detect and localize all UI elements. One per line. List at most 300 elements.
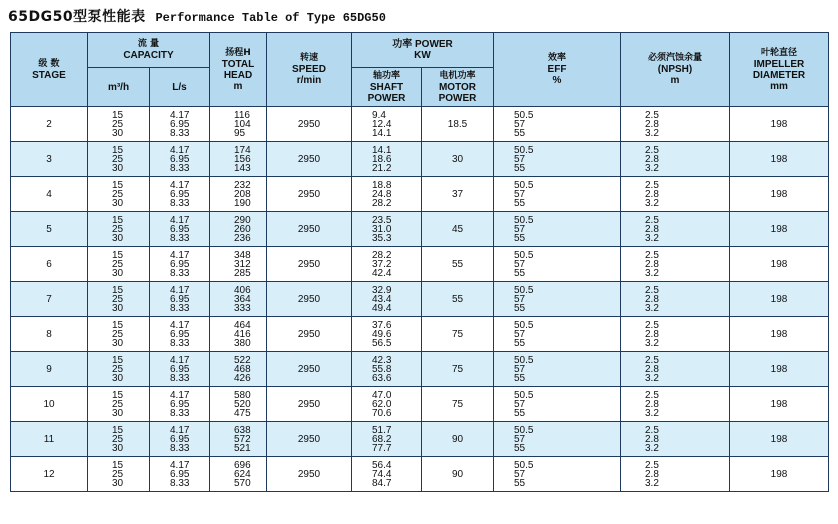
- cell-npsh-value: 2.5: [645, 249, 659, 261]
- cell-eff-value: 57: [514, 153, 526, 165]
- cell-head-value: 348: [234, 249, 251, 261]
- cell-head-value: 156: [234, 153, 251, 165]
- cell-capacity-ls-value: 6.95: [170, 433, 190, 445]
- cell-eff: [494, 107, 621, 142]
- cell-stage: 2: [11, 107, 88, 142]
- cell-capacity-ls-value: 6.95: [170, 118, 190, 130]
- cell-npsh-value: 2.8: [645, 363, 659, 375]
- cell-npsh: [621, 212, 730, 247]
- cell-eff-value: 50.5: [514, 284, 534, 296]
- cell-stage: 8: [11, 317, 88, 352]
- cell-eff-value: 55: [514, 162, 526, 174]
- cell-eff: [494, 457, 621, 492]
- cell-capacity-m3h: [88, 107, 150, 142]
- cell-capacity-ls-value: 8.33: [170, 372, 190, 384]
- cell-capacity-ls: [150, 317, 210, 352]
- cell-head: [210, 177, 267, 212]
- cell-head-value: 475: [234, 407, 251, 419]
- cell-eff-value: 55: [514, 407, 526, 419]
- cell-shaft-power: [352, 317, 422, 352]
- cell-capacity-ls-value: 4.17: [170, 459, 190, 471]
- table-row: [11, 317, 829, 352]
- cell-capacity-ls-value: 4.17: [170, 319, 190, 331]
- cell-capacity-m3h-value: 25: [112, 433, 124, 445]
- cell-npsh: [621, 422, 730, 457]
- cell-head-value: 696: [234, 459, 251, 471]
- cell-stage: 5: [11, 212, 88, 247]
- cell-capacity-ls-value: 6.95: [170, 223, 190, 235]
- cell-head: [210, 457, 267, 492]
- cell-npsh-value: 3.2: [645, 337, 659, 349]
- cell-capacity-ls: [150, 247, 210, 282]
- cell-capacity-m3h-value: 30: [112, 337, 124, 349]
- cell-capacity-m3h-value: 15: [112, 459, 124, 471]
- cell-impeller: 198: [730, 422, 829, 457]
- cell-head: [210, 422, 267, 457]
- cell-capacity-m3h-value: 30: [112, 407, 124, 419]
- header-motor-power: 电机功率 MOTOR POWER: [422, 68, 494, 107]
- cell-npsh-value: 3.2: [645, 372, 659, 384]
- cell-head-value: 290: [234, 214, 251, 226]
- cell-capacity-m3h: [88, 317, 150, 352]
- cell-stage: 7: [11, 282, 88, 317]
- cell-shaft-power: [352, 177, 422, 212]
- cell-impeller: 198: [730, 247, 829, 282]
- cell-capacity-ls-value: 4.17: [170, 214, 190, 226]
- cell-head: [210, 352, 267, 387]
- cell-motor-power: 90: [422, 457, 494, 492]
- cell-capacity-m3h-value: 15: [112, 109, 124, 121]
- cell-shaft-power-value: 28.2: [372, 249, 392, 261]
- cell-capacity-ls: [150, 457, 210, 492]
- cell-motor-power: 55: [422, 247, 494, 282]
- cell-eff: [494, 317, 621, 352]
- cell-capacity-m3h-value: 25: [112, 258, 124, 270]
- cell-head: [210, 317, 267, 352]
- header-impeller: 叶轮直径 IMPELLER DIAMETER mm: [730, 33, 829, 107]
- cell-head-value: 426: [234, 372, 251, 384]
- cell-speed: 2950: [267, 317, 352, 352]
- cell-capacity-ls-value: 8.33: [170, 162, 190, 174]
- cell-capacity-m3h: [88, 142, 150, 177]
- cell-capacity-ls-value: 4.17: [170, 179, 190, 191]
- cell-impeller: 198: [730, 142, 829, 177]
- cell-eff-value: 55: [514, 232, 526, 244]
- cell-stage: 10: [11, 387, 88, 422]
- cell-capacity-m3h-value: 15: [112, 319, 124, 331]
- cell-capacity-ls-value: 6.95: [170, 468, 190, 480]
- table-header: [11, 33, 829, 107]
- cell-capacity-ls-value: 8.33: [170, 302, 190, 314]
- performance-table-container: [10, 32, 829, 492]
- cell-head-value: 570: [234, 477, 251, 489]
- cell-shaft-power-value: 24.8: [372, 188, 392, 200]
- cell-capacity-m3h: [88, 352, 150, 387]
- table-row: [11, 107, 829, 142]
- cell-speed: 2950: [267, 387, 352, 422]
- cell-motor-power: 37: [422, 177, 494, 212]
- cell-head-value: 464: [234, 319, 251, 331]
- cell-shaft-power-value: 63.6: [372, 372, 392, 384]
- cell-shaft-power-value: 32.9: [372, 284, 392, 296]
- cell-impeller: 198: [730, 282, 829, 317]
- cell-eff-value: 55: [514, 302, 526, 314]
- cell-head-value: 232: [234, 179, 251, 191]
- cell-speed: 2950: [267, 142, 352, 177]
- cell-shaft-power-value: 12.4: [372, 118, 392, 130]
- cell-eff-value: 57: [514, 258, 526, 270]
- table-row: [11, 387, 829, 422]
- cell-capacity-ls-value: 6.95: [170, 188, 190, 200]
- cell-eff: [494, 352, 621, 387]
- cell-npsh: [621, 107, 730, 142]
- cell-capacity-ls: [150, 422, 210, 457]
- cell-npsh: [621, 247, 730, 282]
- cell-speed: 2950: [267, 422, 352, 457]
- cell-capacity-m3h-value: 30: [112, 232, 124, 244]
- cell-motor-power: 75: [422, 387, 494, 422]
- cell-npsh-value: 2.8: [645, 118, 659, 130]
- cell-npsh-value: 2.8: [645, 398, 659, 410]
- cell-npsh-value: 3.2: [645, 302, 659, 314]
- cell-capacity-ls-value: 8.33: [170, 337, 190, 349]
- cell-eff: [494, 247, 621, 282]
- cell-head: [210, 387, 267, 422]
- cell-shaft-power-value: 35.3: [372, 232, 392, 244]
- cell-eff-value: 57: [514, 433, 526, 445]
- cell-eff: [494, 282, 621, 317]
- cell-capacity-m3h: [88, 422, 150, 457]
- cell-shaft-power-value: 31.0: [372, 223, 392, 235]
- cell-npsh-value: 2.5: [645, 109, 659, 121]
- cell-head-value: 333: [234, 302, 251, 314]
- header-capacity-m3h: m³/h: [88, 68, 150, 107]
- table-row: [11, 177, 829, 212]
- cell-npsh: [621, 457, 730, 492]
- cell-capacity-m3h-value: 30: [112, 127, 124, 139]
- cell-capacity-ls: [150, 282, 210, 317]
- table-row: [11, 352, 829, 387]
- cell-head-value: 380: [234, 337, 251, 349]
- cell-speed: 2950: [267, 282, 352, 317]
- cell-motor-power: 55: [422, 282, 494, 317]
- cell-eff-value: 50.5: [514, 109, 534, 121]
- cell-shaft-power: [352, 387, 422, 422]
- cell-eff-value: 50.5: [514, 179, 534, 191]
- cell-capacity-m3h-value: 15: [112, 284, 124, 296]
- cell-npsh-value: 2.5: [645, 354, 659, 366]
- cell-capacity-ls-value: 8.33: [170, 442, 190, 454]
- cell-shaft-power-value: 62.0: [372, 398, 392, 410]
- cell-shaft-power-value: 37.6: [372, 319, 392, 331]
- cell-eff: [494, 177, 621, 212]
- cell-shaft-power-value: 47.0: [372, 389, 392, 401]
- cell-head-value: 580: [234, 389, 251, 401]
- cell-head-value: 520: [234, 398, 251, 410]
- cell-motor-power: 30: [422, 142, 494, 177]
- cell-head-value: 468: [234, 363, 251, 375]
- cell-eff: [494, 422, 621, 457]
- header-eff: 效率 EFF %: [494, 33, 621, 107]
- cell-head-value: 190: [234, 197, 251, 209]
- cell-capacity-m3h-value: 30: [112, 477, 124, 489]
- cell-capacity-m3h-value: 15: [112, 424, 124, 436]
- cell-shaft-power-value: 21.2: [372, 162, 392, 174]
- cell-eff-value: 55: [514, 442, 526, 454]
- cell-npsh-value: 3.2: [645, 442, 659, 454]
- cell-eff: [494, 142, 621, 177]
- cell-speed: 2950: [267, 457, 352, 492]
- cell-capacity-m3h-value: 30: [112, 372, 124, 384]
- cell-capacity-ls: [150, 142, 210, 177]
- cell-capacity-m3h-value: 15: [112, 354, 124, 366]
- cell-capacity-ls-value: 6.95: [170, 293, 190, 305]
- cell-speed: 2950: [267, 352, 352, 387]
- cell-capacity-m3h-value: 15: [112, 179, 124, 191]
- cell-speed: 2950: [267, 107, 352, 142]
- table-row: [11, 142, 829, 177]
- cell-impeller: 198: [730, 387, 829, 422]
- cell-capacity-m3h-value: 30: [112, 442, 124, 454]
- cell-capacity-ls-value: 6.95: [170, 258, 190, 270]
- cell-npsh-value: 2.5: [645, 214, 659, 226]
- cell-eff-value: 57: [514, 363, 526, 375]
- cell-eff: [494, 387, 621, 422]
- cell-eff-value: 50.5: [514, 459, 534, 471]
- cell-capacity-m3h-value: 25: [112, 328, 124, 340]
- cell-npsh-value: 3.2: [645, 267, 659, 279]
- cell-npsh-value: 3.2: [645, 162, 659, 174]
- cell-eff-value: 55: [514, 372, 526, 384]
- table-row: [11, 282, 829, 317]
- cell-npsh-value: 2.5: [645, 179, 659, 191]
- cell-shaft-power-value: 18.6: [372, 153, 392, 165]
- cell-npsh-value: 3.2: [645, 477, 659, 489]
- cell-npsh-value: 2.8: [645, 468, 659, 480]
- header-npsh: 必须汽蚀余量 (NPSH) m: [621, 33, 730, 107]
- cell-head-value: 143: [234, 162, 251, 174]
- cell-shaft-power: [352, 422, 422, 457]
- cell-capacity-m3h: [88, 212, 150, 247]
- table-row: [11, 457, 829, 492]
- cell-npsh: [621, 177, 730, 212]
- cell-motor-power: 75: [422, 317, 494, 352]
- cell-capacity-ls-value: 4.17: [170, 144, 190, 156]
- header-stage: 级 数 STAGE: [11, 33, 88, 107]
- cell-eff-value: 57: [514, 293, 526, 305]
- cell-capacity-m3h: [88, 457, 150, 492]
- header-shaft-power: 轴功率 SHAFT POWER: [352, 68, 422, 107]
- cell-capacity-m3h-value: 25: [112, 293, 124, 305]
- cell-eff-value: 50.5: [514, 354, 534, 366]
- cell-npsh-value: 3.2: [645, 232, 659, 244]
- cell-head-value: 260: [234, 223, 251, 235]
- cell-capacity-m3h-value: 30: [112, 267, 124, 279]
- cell-shaft-power: [352, 247, 422, 282]
- cell-eff-value: 57: [514, 223, 526, 235]
- cell-motor-power: 45: [422, 212, 494, 247]
- cell-eff-value: 57: [514, 188, 526, 200]
- cell-capacity-m3h: [88, 177, 150, 212]
- cell-motor-power: 75: [422, 352, 494, 387]
- cell-head: [210, 107, 267, 142]
- cell-shaft-power-value: 77.7: [372, 442, 392, 454]
- cell-speed: 2950: [267, 177, 352, 212]
- header-head: 扬程H TOTAL HEAD m: [210, 33, 267, 107]
- table-row: [11, 212, 829, 247]
- cell-shaft-power: [352, 457, 422, 492]
- cell-head-value: 95: [234, 127, 246, 139]
- cell-stage: 11: [11, 422, 88, 457]
- cell-npsh-value: 3.2: [645, 127, 659, 139]
- cell-capacity-ls-value: 4.17: [170, 424, 190, 436]
- cell-capacity-m3h-value: 30: [112, 197, 124, 209]
- cell-capacity-ls-value: 4.17: [170, 249, 190, 261]
- cell-motor-power: 90: [422, 422, 494, 457]
- cell-shaft-power-value: 68.2: [372, 433, 392, 445]
- cell-capacity-ls-value: 6.95: [170, 153, 190, 165]
- cell-head-value: 208: [234, 188, 251, 200]
- cell-npsh-value: 2.5: [645, 319, 659, 331]
- cell-stage: 4: [11, 177, 88, 212]
- cell-capacity-ls-value: 8.33: [170, 197, 190, 209]
- cell-stage: 9: [11, 352, 88, 387]
- cell-capacity-ls: [150, 177, 210, 212]
- cell-shaft-power-value: 9.4: [372, 109, 386, 121]
- cell-shaft-power-value: 84.7: [372, 477, 392, 489]
- performance-table: [10, 32, 829, 492]
- cell-eff-value: 50.5: [514, 144, 534, 156]
- cell-capacity-ls-value: 4.17: [170, 284, 190, 296]
- cell-capacity-ls-value: 8.33: [170, 407, 190, 419]
- cell-shaft-power-value: 37.2: [372, 258, 392, 270]
- cell-head: [210, 142, 267, 177]
- cell-eff-value: 55: [514, 127, 526, 139]
- cell-eff-value: 57: [514, 398, 526, 410]
- cell-speed: 2950: [267, 212, 352, 247]
- cell-shaft-power: [352, 352, 422, 387]
- cell-capacity-m3h-value: 25: [112, 363, 124, 375]
- cell-capacity-ls-value: 8.33: [170, 267, 190, 279]
- cell-npsh: [621, 142, 730, 177]
- cell-eff-value: 55: [514, 477, 526, 489]
- cell-impeller: 198: [730, 317, 829, 352]
- cell-npsh-value: 2.5: [645, 424, 659, 436]
- cell-capacity-ls-value: 6.95: [170, 363, 190, 375]
- cell-eff-value: 55: [514, 197, 526, 209]
- cell-capacity-ls: [150, 387, 210, 422]
- cell-capacity-m3h: [88, 387, 150, 422]
- cell-eff: [494, 212, 621, 247]
- cell-npsh-value: 2.8: [645, 258, 659, 270]
- cell-capacity-ls-value: 8.33: [170, 477, 190, 489]
- cell-npsh-value: 2.5: [645, 389, 659, 401]
- cell-shaft-power-value: 23.5: [372, 214, 392, 226]
- cell-impeller: 198: [730, 457, 829, 492]
- cell-shaft-power-value: 56.5: [372, 337, 392, 349]
- cell-capacity-m3h: [88, 247, 150, 282]
- title-en: Performance Table of Type 65DG50: [155, 11, 386, 25]
- cell-head-value: 624: [234, 468, 251, 480]
- cell-impeller: 198: [730, 177, 829, 212]
- cell-capacity-m3h-value: 25: [112, 223, 124, 235]
- cell-head-value: 406: [234, 284, 251, 296]
- cell-eff-value: 57: [514, 118, 526, 130]
- cell-eff-value: 50.5: [514, 214, 534, 226]
- cell-npsh-value: 2.5: [645, 144, 659, 156]
- cell-shaft-power-value: 14.1: [372, 144, 392, 156]
- cell-head: [210, 212, 267, 247]
- cell-stage: 6: [11, 247, 88, 282]
- title-cn: 65DG50型泵性能表: [8, 9, 146, 25]
- cell-capacity-ls-value: 4.17: [170, 109, 190, 121]
- cell-impeller: 198: [730, 352, 829, 387]
- header-power: 功率 POWER KW: [352, 33, 494, 68]
- cell-shaft-power-value: 51.7: [372, 424, 392, 436]
- cell-eff-value: 55: [514, 337, 526, 349]
- cell-capacity-m3h-value: 15: [112, 389, 124, 401]
- cell-capacity-m3h-value: 30: [112, 162, 124, 174]
- cell-capacity-ls-value: 8.33: [170, 232, 190, 244]
- cell-eff-value: 50.5: [514, 319, 534, 331]
- cell-head-value: 364: [234, 293, 251, 305]
- cell-npsh-value: 2.8: [645, 328, 659, 340]
- cell-capacity-m3h-value: 25: [112, 153, 124, 165]
- cell-motor-power: 18.5: [422, 107, 494, 142]
- cell-shaft-power-value: 49.4: [372, 302, 392, 314]
- cell-head-value: 572: [234, 433, 251, 445]
- cell-capacity-m3h-value: 25: [112, 398, 124, 410]
- cell-capacity-m3h-value: 15: [112, 249, 124, 261]
- cell-head: [210, 247, 267, 282]
- cell-shaft-power-value: 56.4: [372, 459, 392, 471]
- cell-npsh-value: 3.2: [645, 197, 659, 209]
- cell-shaft-power-value: 55.8: [372, 363, 392, 375]
- cell-npsh-value: 2.8: [645, 223, 659, 235]
- cell-head-value: 285: [234, 267, 251, 279]
- cell-head-value: 416: [234, 328, 251, 340]
- cell-capacity-m3h-value: 30: [112, 302, 124, 314]
- cell-shaft-power: [352, 107, 422, 142]
- cell-head-value: 522: [234, 354, 251, 366]
- cell-eff-value: 50.5: [514, 424, 534, 436]
- cell-npsh-value: 2.8: [645, 293, 659, 305]
- header-capacity-ls: L/s: [150, 68, 210, 107]
- cell-npsh: [621, 387, 730, 422]
- cell-shaft-power: [352, 282, 422, 317]
- cell-head-value: 236: [234, 232, 251, 244]
- cell-npsh-value: 3.2: [645, 407, 659, 419]
- cell-npsh: [621, 352, 730, 387]
- cell-stage: 3: [11, 142, 88, 177]
- cell-npsh-value: 2.5: [645, 459, 659, 471]
- cell-impeller: 198: [730, 212, 829, 247]
- header-capacity: 流 量 CAPACITY: [88, 33, 210, 68]
- cell-eff-value: 55: [514, 267, 526, 279]
- cell-capacity-ls-value: 4.17: [170, 389, 190, 401]
- cell-npsh-value: 2.8: [645, 153, 659, 165]
- cell-head: [210, 282, 267, 317]
- cell-shaft-power-value: 42.3: [372, 354, 392, 366]
- cell-npsh-value: 2.8: [645, 188, 659, 200]
- cell-capacity-ls-value: 4.17: [170, 354, 190, 366]
- cell-capacity-ls-value: 6.95: [170, 398, 190, 410]
- cell-shaft-power-value: 49.6: [372, 328, 392, 340]
- cell-speed: 2950: [267, 247, 352, 282]
- cell-shaft-power-value: 14.1: [372, 127, 392, 139]
- cell-capacity-ls-value: 6.95: [170, 328, 190, 340]
- cell-capacity-m3h-value: 15: [112, 214, 124, 226]
